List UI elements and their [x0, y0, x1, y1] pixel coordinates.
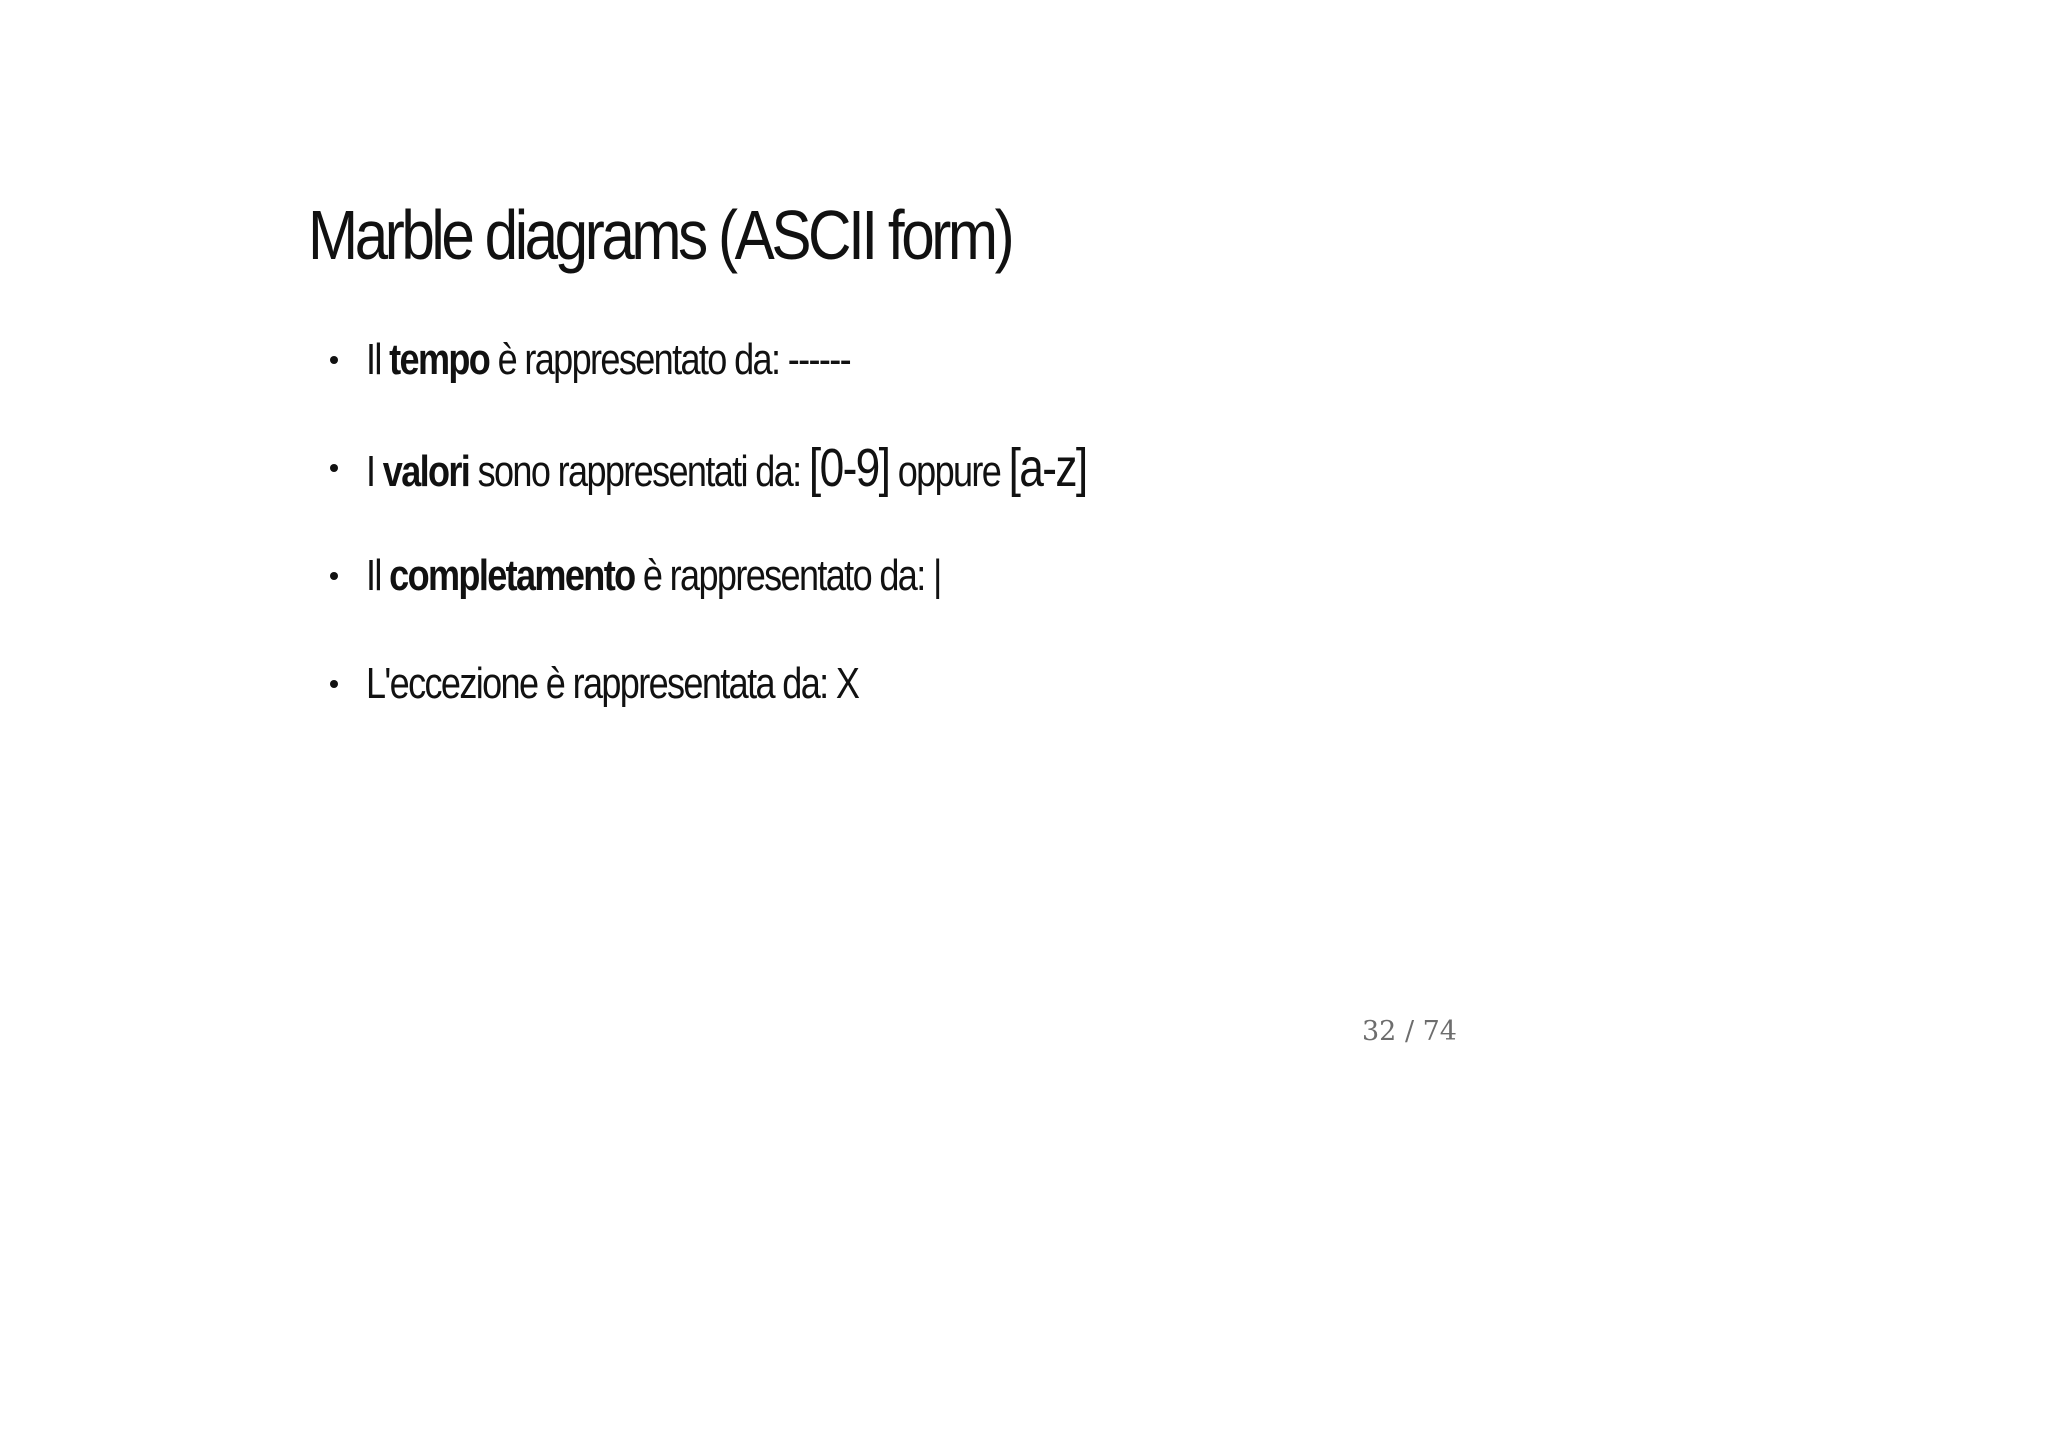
bullet-text: [366, 546, 941, 606]
bullet-keyword: valori: [382, 447, 470, 496]
bullet-text: L'eccezione è rappresentata da: X: [366, 659, 859, 708]
bullet-dot-icon: [330, 680, 338, 688]
bullet-suffix: è rappresentato da: |: [634, 551, 941, 600]
letter-range: [a-z]: [1008, 438, 1087, 498]
bullet-prefix: Il: [366, 335, 390, 384]
bullet-conjunction: oppure: [889, 447, 1009, 496]
bullet-prefix: I: [366, 447, 383, 496]
bullet-keyword: completamento: [389, 551, 635, 600]
slide-title: Marble diagrams (ASCII form): [308, 196, 1012, 274]
bullet-dot-icon: [330, 356, 338, 364]
bullet-dot-icon: [330, 572, 338, 580]
digit-range: [0-9]: [808, 438, 890, 498]
bullet-keyword: tempo: [389, 335, 490, 384]
page-counter: 32 / 74: [1362, 1016, 1457, 1047]
bullet-suffix: è rappresentato da: ------: [489, 335, 850, 384]
bullet-middle: sono rappresentati da:: [469, 447, 809, 496]
bullet-prefix: Il: [366, 551, 390, 600]
bullet-text: [366, 330, 850, 390]
bullet-text: [366, 438, 1087, 502]
bullet-dot-icon: [330, 464, 338, 472]
